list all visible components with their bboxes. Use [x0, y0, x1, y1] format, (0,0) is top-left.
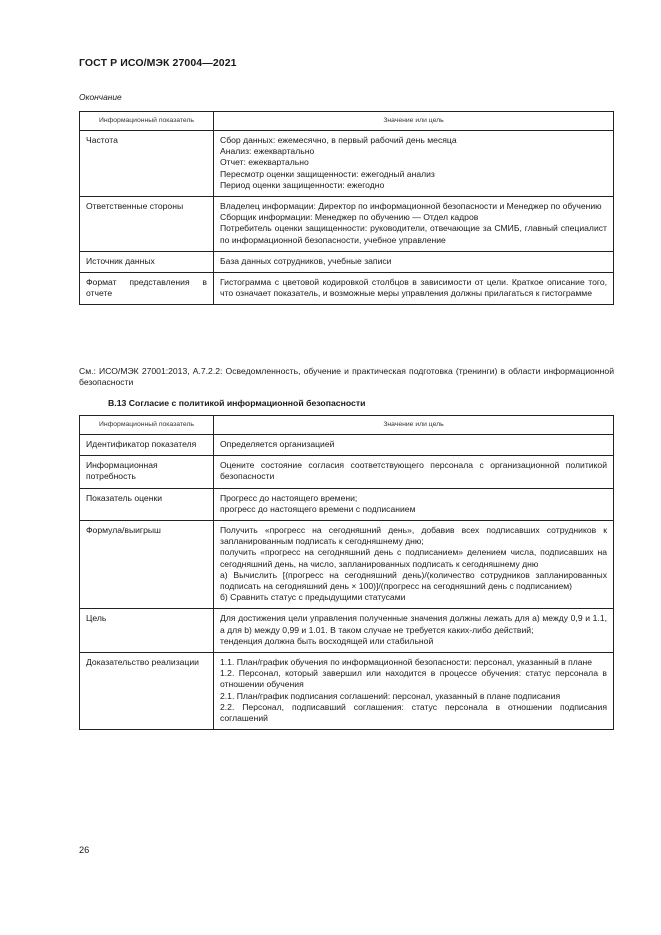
- table-row: [80, 456, 614, 488]
- row-value: [214, 131, 614, 197]
- row-label: Доказательство реализации: [80, 653, 214, 730]
- value-line: Потребитель оценки защищенности: руководители, отвечающие за СМИБ, главный специалист по информационной безопасности, учебное управление: [220, 223, 607, 245]
- row-label: Ответственные стороны: [80, 197, 214, 252]
- row-label: Информационная потребность: [80, 456, 214, 488]
- column-header-indicator: Информационный показатель: [80, 416, 214, 435]
- table-row: [80, 609, 614, 653]
- column-header-value: Значение или цель: [214, 416, 614, 435]
- metric-table-b13: [79, 415, 614, 730]
- value-line: База данных сотрудников, учебные записи: [220, 255, 392, 266]
- column-header-value: Значение или цель: [214, 112, 614, 131]
- row-value: [214, 609, 614, 653]
- value-line: Сборщик информации: Менеджер по обучению — Отдел кадров: [220, 212, 479, 223]
- value-line: Определяется организацией: [220, 439, 335, 449]
- table-header-row: [80, 112, 614, 131]
- row-label: Идентификатор показателя: [80, 435, 214, 456]
- value-line: Гистограмма с цветовой кодировкой столбцов в зависимости от цели. Краткое описание того, что означает показатель, и возможные меры управления должны прилагаться к гистограмме: [220, 277, 607, 299]
- row-value: [214, 488, 614, 520]
- row-label: Источник данных: [80, 251, 214, 272]
- row-label: Цель: [80, 609, 214, 653]
- table-row: [80, 273, 614, 305]
- row-value: [214, 521, 614, 609]
- value-line: Сбор данных: ежемесячно, в первый рабочий день месяца: [220, 135, 457, 145]
- standard-header: ГОСТ Р ИСО/МЭК 27004—2021: [79, 57, 237, 69]
- value-line: прогресс до настоящего времени с подписанием: [220, 503, 416, 514]
- table-row: [80, 435, 614, 456]
- value-line: 1.1. План/график обучения по информационной безопасности: персонал, указанный в плане: [220, 657, 593, 668]
- value-line: б) Сравнить статус с предыдущими статусами: [220, 592, 406, 603]
- table-header-row: [80, 416, 614, 435]
- row-label: Формула/выигрыш: [80, 521, 214, 609]
- value-line: 2.2. Персонал, подписавший соглашения: статус персонала в отношении подписания соглашений: [220, 701, 607, 724]
- page-number: 26: [79, 845, 90, 855]
- column-header-indicator: Информационный показатель: [80, 112, 214, 131]
- table-row: [80, 488, 614, 520]
- table-row: [80, 521, 614, 609]
- value-line: 1.2. Персонал, который завершил или находится в процессе обучения: статус персонала в отношении обучения: [220, 668, 607, 690]
- value-line: Для достижения цели управления полученные значения должны лежать для а) между 0,9 и 1.1, а для b) между 0,99 и 1.01. В таком случае не требуется каких-либо действий;: [220, 613, 607, 635]
- value-line: Оцените состояние согласия соответствующего персонала с организационной политикой безопасности: [220, 460, 607, 482]
- value-line: 2.1. План/график подписания соглашений: персонал, указанный в плане подписания: [220, 690, 561, 701]
- row-value: [214, 273, 614, 305]
- value-line: Отчет: ежеквартально: [220, 157, 309, 168]
- row-value: [214, 251, 614, 272]
- value-line: Анализ: ежеквартально: [220, 146, 315, 157]
- section-title: В.13 Согласие с политикой информационной безопасности: [108, 398, 366, 408]
- row-label: Частота: [80, 131, 214, 197]
- row-label: Формат представления в отчете: [80, 273, 214, 305]
- table-row: [80, 251, 614, 272]
- value-line: а) Вычислить [(прогресс на сегодняшний день)/(количество сотрудников запланированных подписать на сегодняшний день × 100)]/(прогресс на сегодняшний день с подписанием): [220, 569, 607, 592]
- value-line: Прогресс до настоящего времени;: [220, 492, 358, 503]
- row-value: [214, 456, 614, 488]
- value-line: Пересмотр оценки защищенности: ежегодный анализ: [220, 168, 435, 179]
- row-label: Показатель оценки: [80, 488, 214, 520]
- metric-table-continued: [79, 111, 614, 305]
- value-line: Владелец информации: Директор по информационной безопасности и Менеджер по обучению: [220, 201, 602, 212]
- value-line: Получить «прогресс на сегодняшний день», добавив всех подписавших сотрудников к запланированным подписать к сегодняшнему дню;: [220, 525, 607, 547]
- table-row: [80, 653, 614, 730]
- value-line: тенденция должна быть восходящей или стабильной: [220, 635, 434, 646]
- row-value: [214, 435, 614, 456]
- reference-note: См.: ИСО/МЭК 27001:2013, А.7.2.2: Осведомленность, обучение и практическая подготовка (тренинги) в области информационной безопасности: [79, 366, 614, 388]
- row-value: [214, 197, 614, 252]
- value-line: получить «прогресс на сегодняшний день с подписанием» делением числа, подписавших на сегодняшний день, на число, запланированных подписать к сегодняшнему дню: [220, 547, 607, 569]
- continuation-label: Окончание: [79, 92, 122, 102]
- value-line: Период оценки защищенности: ежегодно: [220, 179, 385, 190]
- table-row: [80, 131, 614, 197]
- row-value: [214, 653, 614, 730]
- table-row: [80, 197, 614, 252]
